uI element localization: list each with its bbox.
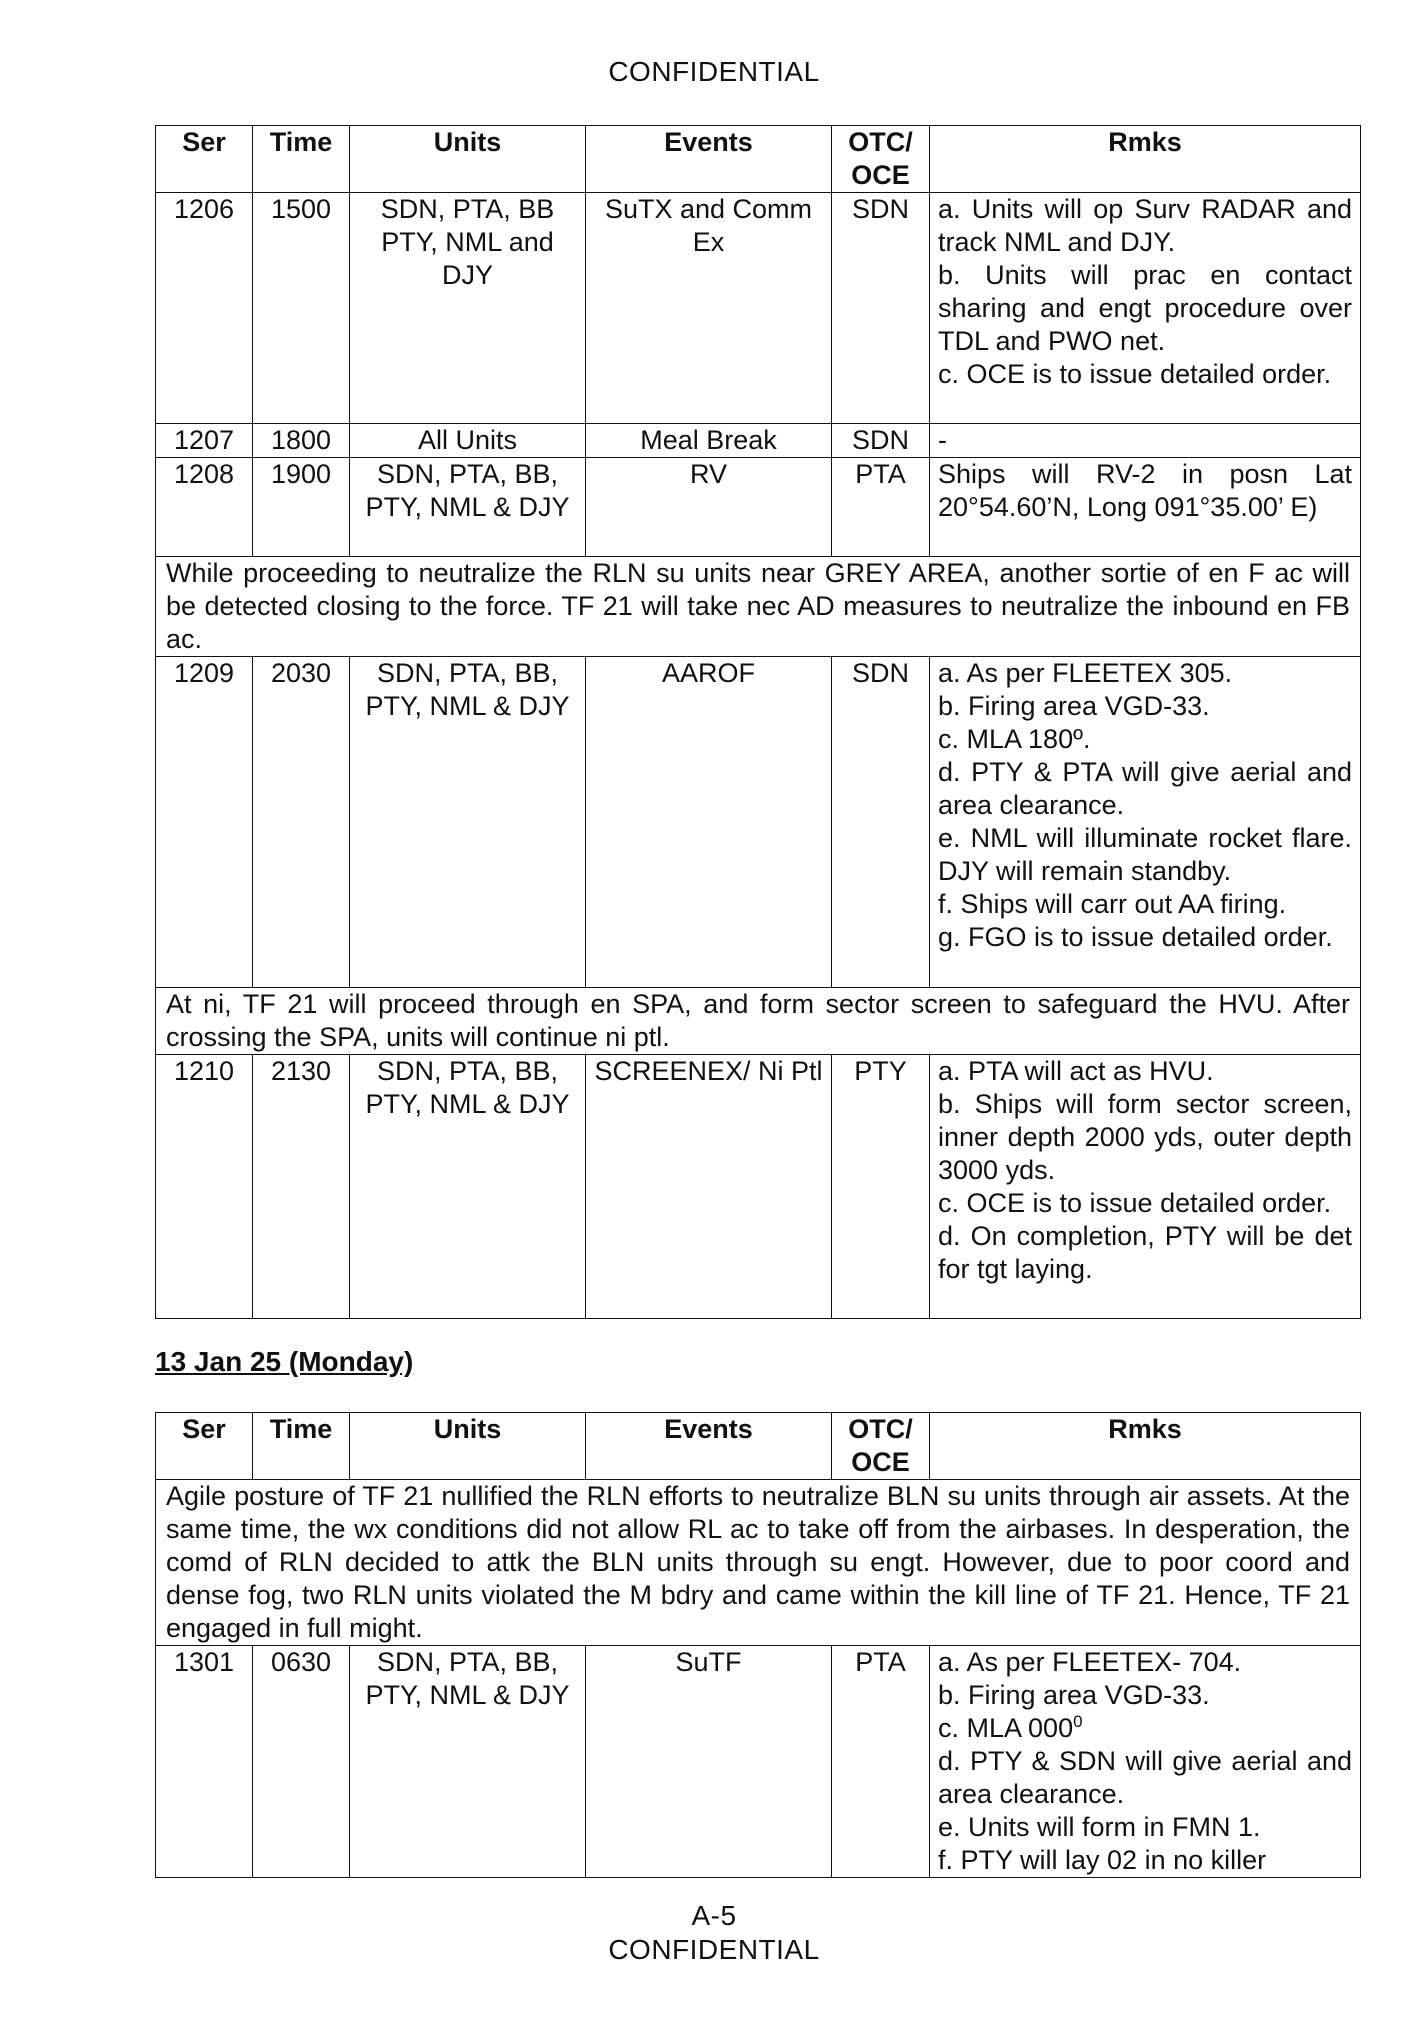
cell-units: All Units (350, 424, 586, 458)
col-header-time: Time (253, 1413, 350, 1480)
cell-units: SDN, PTA, BB, PTY, NML & DJY (350, 657, 586, 988)
col-header-events: Events (586, 126, 832, 193)
cell-events: SuTF (586, 1646, 832, 1878)
remark-line: e. NML will illuminate rocket flare. DJY will remain standby. (938, 823, 1352, 886)
cell-otc: SDN (832, 657, 930, 988)
cell-otc: PTA (832, 458, 930, 557)
cell-rmks (930, 424, 1361, 458)
cell-time: 1900 (253, 458, 350, 557)
remark-line: a. Units will op Surv RADAR and track NML and DJY. (938, 194, 1352, 257)
cell-events: Meal Break (586, 424, 832, 458)
narrative-text: Agile posture of TF 21 nullified the RLN efforts to neutralize BLN su units through air assets. At the same time, the wx conditions did not allow RL ac to take off from the airbases. In desperation, the comd of RLN decided to attk the BLN units through su engt. However, due to poor coord and dense fog, two RLN units violated the M bdry and came within the kill line of TF 21. Hence, TF 21 engaged in full might. (156, 1480, 1361, 1646)
narrative-row (156, 1480, 1361, 1646)
remark-line: d. PTY & SDN will give aerial and area clearance. (938, 1746, 1352, 1809)
remark-line: f. Ships will carr out AA firing. (938, 889, 1287, 919)
cell-ser: 1209 (156, 657, 253, 988)
table-row (156, 657, 1361, 988)
schedule-table-12-jan (155, 125, 1361, 1319)
cell-rmks (930, 193, 1361, 424)
narrative-row (156, 988, 1361, 1055)
cell-units: SDN, PTA, BB, PTY, NML & DJY (350, 1646, 586, 1878)
col-header-otc: OTC/ OCE (832, 126, 930, 193)
remark-line: d. On completion, PTY will be det for tgt laying. (938, 1221, 1352, 1284)
remark-line: - (938, 425, 947, 455)
remark-line: f. PTY will lay 02 in no killer (938, 1845, 1267, 1875)
col-header-units: Units (350, 1413, 586, 1480)
cell-units: SDN, PTA, BB PTY, NML and DJY (350, 193, 586, 424)
table-row (156, 424, 1361, 458)
remark-line: a. As per FLEETEX- 704. (938, 1647, 1242, 1677)
cell-ser: 1301 (156, 1646, 253, 1878)
footer-classification: CONFIDENTIAL (608, 1934, 820, 1965)
remark-line: Ships will RV-2 in posn Lat 20°54.60’N, Long 091°35.00’ E) (938, 459, 1352, 522)
remark-line: g. FGO is to issue detailed order. (938, 922, 1333, 952)
cell-rmks (930, 458, 1361, 557)
footer-page-number: A-5 (691, 1900, 737, 1931)
mla-superscript: 0 (1073, 1712, 1083, 1731)
cell-ser: 1206 (156, 193, 253, 424)
cell-time: 2030 (253, 657, 350, 988)
cell-rmks (930, 1646, 1361, 1878)
remark-line: e. Units will form in FMN 1. (938, 1812, 1261, 1842)
cell-ser: 1208 (156, 458, 253, 557)
cell-events: SuTX and Comm Ex (586, 193, 832, 424)
cell-otc: PTA (832, 1646, 930, 1878)
cell-rmks (930, 657, 1361, 988)
cell-time: 1500 (253, 193, 350, 424)
cell-events: AAROF (586, 657, 832, 988)
cell-events: RV (586, 458, 832, 557)
cell-ser: 1210 (156, 1055, 253, 1319)
table-row (156, 193, 1361, 424)
table-header-row (156, 126, 1361, 193)
col-header-ser: Ser (156, 126, 253, 193)
remark-line (938, 1712, 1352, 1745)
cell-rmks (930, 1055, 1361, 1319)
remark-line: b. Ships will form sector screen, inner depth 2000 yds, outer depth 3000 yds. (938, 1089, 1352, 1185)
table-row (156, 458, 1361, 557)
remark-line: c. OCE is to issue detailed order. (938, 359, 1332, 389)
remark-line: c. MLA 180º. (938, 724, 1091, 754)
cell-ser: 1207 (156, 424, 253, 458)
cell-time: 1800 (253, 424, 350, 458)
table-row (156, 1055, 1361, 1319)
header-classification: CONFIDENTIAL (608, 56, 820, 87)
cell-otc: SDN (832, 193, 930, 424)
remark-line: a. As per FLEETEX 305. (938, 658, 1233, 688)
col-header-otc: OTC/ OCE (832, 1413, 930, 1480)
cell-events: SCREENEX/ Ni Ptl (586, 1055, 832, 1319)
col-header-time: Time (253, 126, 350, 193)
col-header-units: Units (350, 126, 586, 193)
col-header-events: Events (586, 1413, 832, 1480)
table-header-row (156, 1413, 1361, 1480)
cell-units: SDN, PTA, BB, PTY, NML & DJY (350, 458, 586, 557)
schedule-table-13-jan (155, 1412, 1361, 1878)
remark-line: c. OCE is to issue detailed order. (938, 1188, 1332, 1218)
narrative-text: At ni, TF 21 will proceed through en SPA, and form sector screen to safeguard the HVU. After crossing the SPA, units will continue ni ptl. (156, 988, 1361, 1055)
remark-line: a. PTA will act as HVU. (938, 1056, 1214, 1086)
remark-text: c. MLA 000 (938, 1713, 1074, 1743)
cell-otc: SDN (832, 424, 930, 458)
col-header-rmks: Rmks (930, 126, 1361, 193)
narrative-text: While proceeding to neutralize the RLN su units near GREY AREA, another sortie of en F ac will be detected closing to the force. TF 21 will take nec AD measures to neutralize the inbound en FB ac. (156, 557, 1361, 657)
cell-time: 2130 (253, 1055, 350, 1319)
table-row (156, 1646, 1361, 1878)
cell-units: SDN, PTA, BB, PTY, NML & DJY (350, 1055, 586, 1319)
cell-otc: PTY (832, 1055, 930, 1319)
cell-time: 0630 (253, 1646, 350, 1878)
remark-line: d. PTY & PTA will give aerial and area clearance. (938, 757, 1352, 820)
narrative-row (156, 557, 1361, 657)
remark-line: b. Units will prac en contact sharing and engt procedure over TDL and PWO net. (938, 260, 1352, 356)
col-header-rmks: Rmks (930, 1413, 1361, 1480)
col-header-ser: Ser (156, 1413, 253, 1480)
remark-line: b. Firing area VGD-33. (938, 1680, 1210, 1710)
section-date-heading: 13 Jan 25 (Monday) (155, 1346, 414, 1377)
remark-line: b. Firing area VGD-33. (938, 691, 1210, 721)
